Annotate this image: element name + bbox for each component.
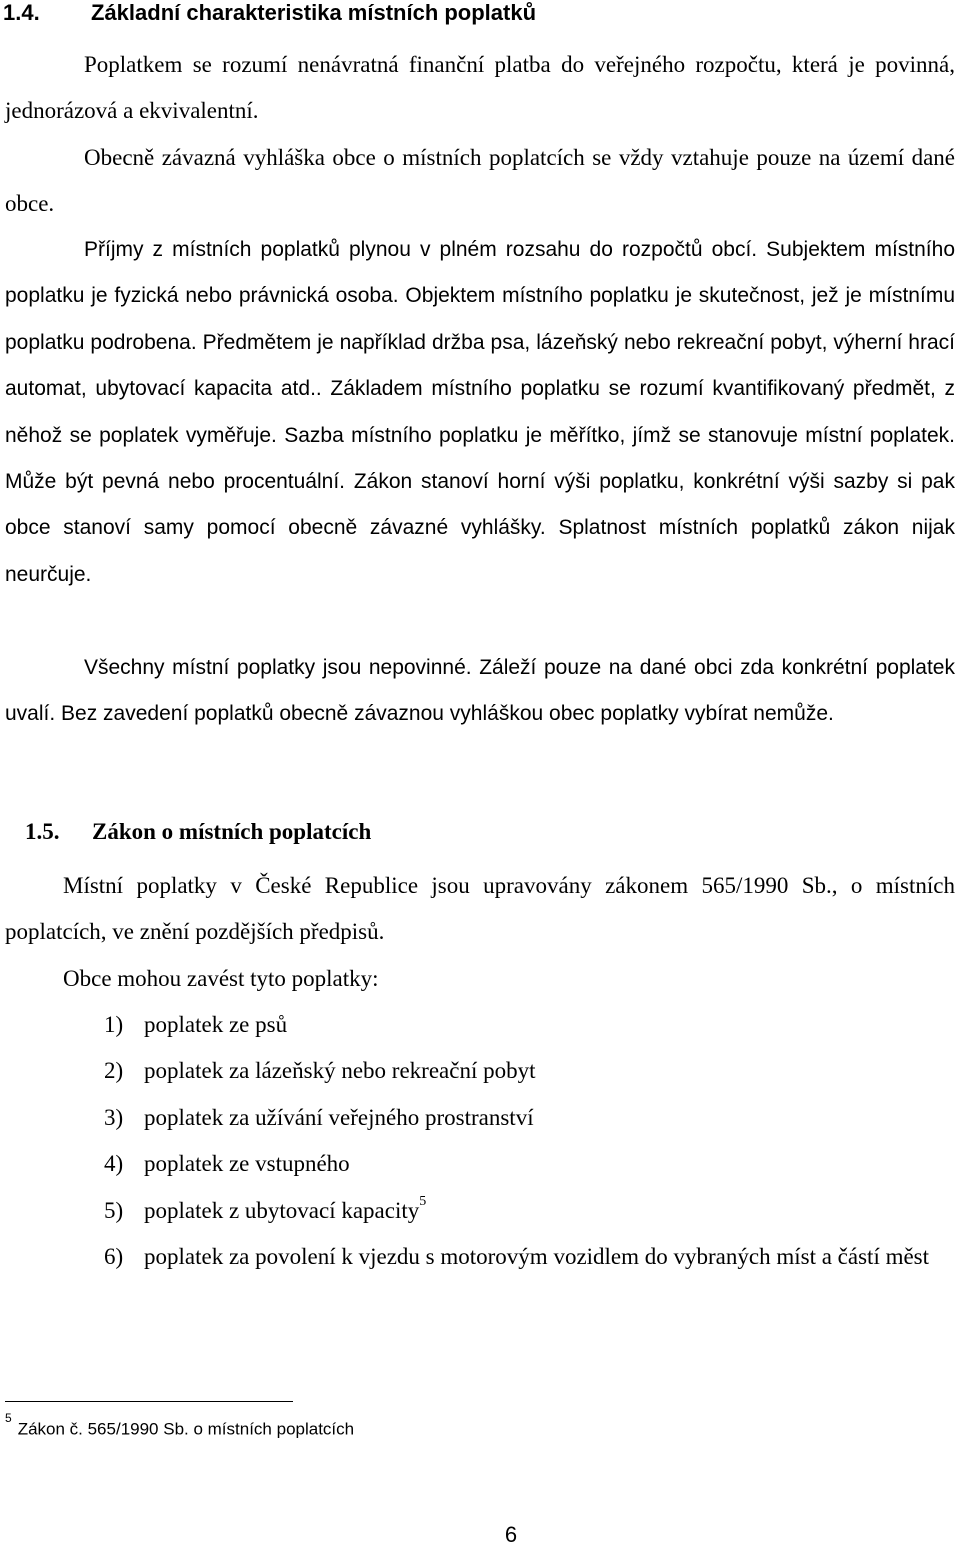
footnote-reference[interactable]: 5: [419, 1193, 427, 1209]
page-number: 6: [504, 1522, 518, 1547]
list-marker: 1): [104, 1012, 124, 1037]
paragraph-optional: Všechny místní poplatky jsou nepovinné. Záleží pouze na dané obci zda konkrétní poplatek uvalí. Bez zavedení poplatků obecně závaznou vyhláškou obec poplatky vybírat nemůže.: [5, 656, 955, 726]
paragraph-revenues: Příjmy z místních poplatků plynou v plném rozsahu do rozpočtů obcí. Subjektem místního poplatku je fyzická nebo právnická osoba. Objektem místního poplatku je skutečnost, jež je místnímu poplatku podrobena. Předmětem je například držba psa, lázeňský nebo rekreační pobyt, výherní hrací automat, ubytovací kapacita atd.. Základem místního poplatku se rozumí kvantifikovaný předmět, z něhož se poplatek vyměřuje. Sazba místního poplatku je měřítko, jímž se stanovuje místní poplatek. Může být pevná nebo procentuální. Zákon stanoví horní výši poplatku, konkrétní výši sazby si pak obce stanoví samy pomocí obecně závazné vyhlášky. Splatnost místních poplatků zákon nijak neurčuje.: [5, 238, 955, 586]
footnote-text: Zákon č. 565/1990 Sb. o místních poplatcích: [17, 1419, 355, 1439]
list-item-text: poplatek ze psů: [144, 1012, 288, 1037]
fees-list: [104, 1002, 954, 1280]
list-marker: 4): [104, 1151, 124, 1177]
list-item-text: poplatek za užívání veřejného prostranství: [144, 1104, 534, 1130]
list-item: [104, 1141, 954, 1187]
paragraph-list-intro: Obce mohou zavést tyto poplatky:: [63, 966, 379, 991]
section-title: Zákon o místních poplatcích: [92, 819, 372, 844]
paragraph-definition: Poplatkem se rozumí nenávratná finanční platba do veřejného rozpočtu, která je povinná, jednorázová a ekvivalentní.: [5, 52, 955, 124]
list-marker: 3): [104, 1104, 124, 1130]
footnote-separator: [5, 1401, 293, 1402]
list-item: [104, 1188, 954, 1234]
list-item: [104, 1095, 954, 1141]
list-marker: 6): [104, 1244, 124, 1270]
footnote: [5, 1413, 354, 1441]
list-marker: 2): [104, 1058, 124, 1084]
list-item: [104, 1048, 954, 1094]
list-item-text: poplatek za lázeňský nebo rekreační pobyt: [144, 1058, 536, 1084]
list-item-text: poplatek ze vstupného: [144, 1151, 350, 1177]
section-heading-1-4: [3, 0, 536, 26]
list-item: [104, 1002, 954, 1048]
list-marker: 5): [104, 1197, 124, 1223]
list-item: [104, 1234, 954, 1280]
paragraph-law: Místní poplatky v České Republice jsou upravovány zákonem 565/1990 Sb., o místních poplatcích, ve znění pozdějších předpisů.: [5, 873, 955, 945]
list-item-text: poplatek za povolení k vjezdu s motorovým vozidlem do vybraných míst a částí měst: [144, 1244, 930, 1270]
section-heading-1-5: [25, 818, 371, 846]
list-item-text: poplatek z ubytovací kapacity: [144, 1197, 420, 1223]
section-number: 1.5.: [25, 819, 60, 844]
section-number: 1.4.: [3, 0, 40, 25]
section-title: Základní charakteristika místních poplatků: [91, 0, 537, 25]
footnote-mark: 5: [5, 1411, 12, 1425]
paragraph-ordinance: Obecně závazná vyhláška obce o místních poplatcích se vždy vztahuje pouze na území dané obce.: [5, 145, 955, 217]
